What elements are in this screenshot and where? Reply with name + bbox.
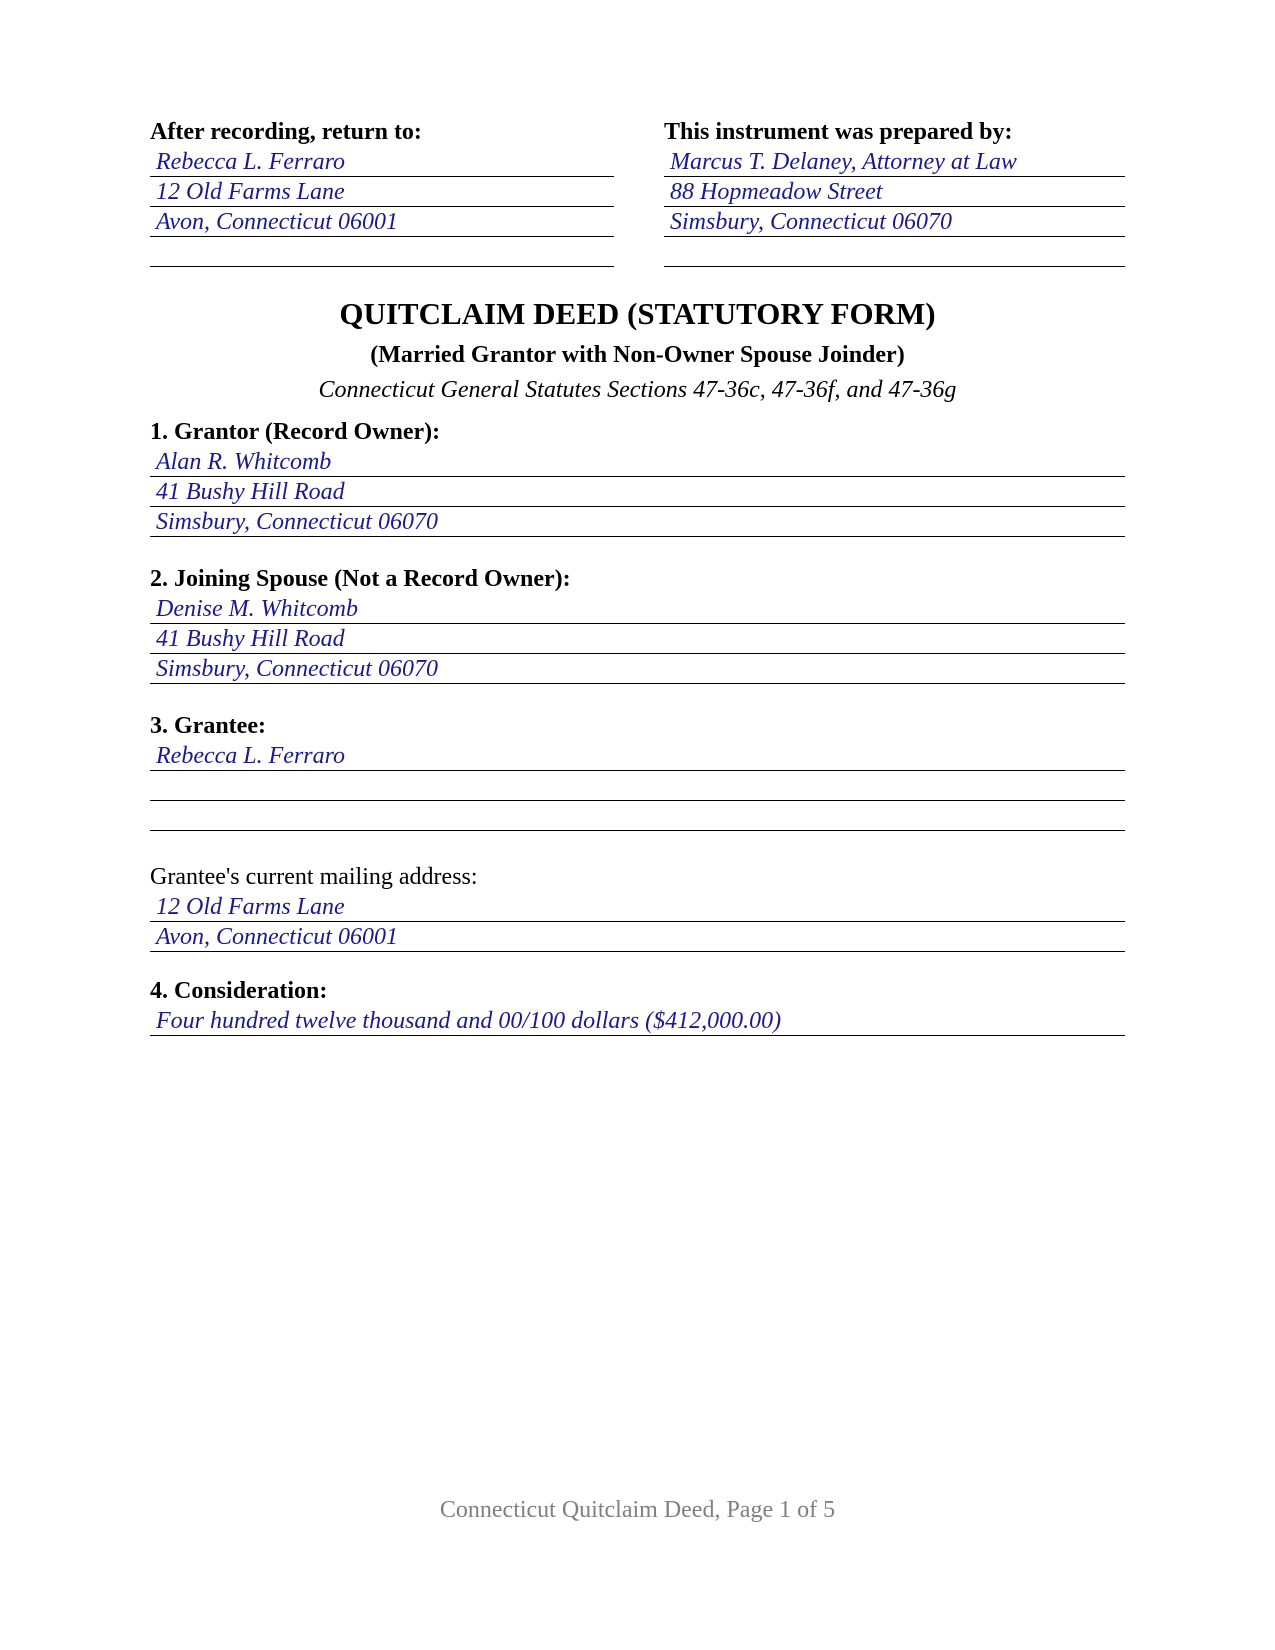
grantee-mailing-section [150,862,1125,952]
spouse-section [150,564,1125,684]
grantee-mailing-line-2[interactable]: Avon, Connecticut 06001 [150,922,1125,952]
prepared-by-line-1[interactable]: Marcus T. Delaney, Attorney at Law [664,147,1125,177]
header-blocks [150,117,1125,287]
grantor-line-1[interactable]: Alan R. Whitcomb [150,447,1125,477]
spouse-line-1[interactable]: Denise M. Whitcomb [150,594,1125,624]
grantee-mailing-label: Grantee's current mailing address: [150,864,478,890]
grantee-line-1[interactable]: Rebecca L. Ferraro [150,741,1125,771]
return-to-label: After recording, return to: [150,119,422,145]
consideration-line[interactable]: Four hundred twelve thousand and 00/100 dollars ($412,000.00) [150,1006,1125,1036]
document-title-block [150,294,1125,406]
document-title: QUITCLAIM DEED (STATUTORY FORM) [339,296,936,331]
return-to-block [150,117,614,267]
consideration-section [150,976,1125,1036]
return-to-line-2[interactable]: 12 Old Farms Lane [150,177,614,207]
deed-page [150,0,1125,1650]
grantee-label: 3. Grantee: [150,713,266,739]
grantor-section [150,417,1125,537]
prepared-by-line-4[interactable] [664,237,1125,267]
grantee-line-2[interactable] [150,771,1125,801]
document-subtitle: (Married Grantor with Non-Owner Spouse Joinder) [370,342,905,368]
grantor-label: 1. Grantor (Record Owner): [150,419,441,445]
prepared-by-line-3[interactable]: Simsbury, Connecticut 06070 [664,207,1125,237]
grantee-section [150,711,1125,831]
prepared-by-block [664,117,1125,267]
grantor-line-2[interactable]: 41 Bushy Hill Road [150,477,1125,507]
statute-citation: Connecticut General Statutes Sections 47-36c, 47-36f, and 47-36g [318,377,957,403]
spouse-line-2[interactable]: 41 Bushy Hill Road [150,624,1125,654]
return-to-line-1[interactable]: Rebecca L. Ferraro [150,147,614,177]
spouse-label: 2. Joining Spouse (Not a Record Owner): [150,566,571,592]
consideration-label: 4. Consideration: [150,978,328,1004]
prepared-by-label: This instrument was prepared by: [664,119,1013,145]
return-to-line-3[interactable]: Avon, Connecticut 06001 [150,207,614,237]
return-to-line-4[interactable] [150,237,614,267]
prepared-by-line-2[interactable]: 88 Hopmeadow Street [664,177,1125,207]
grantee-mailing-line-1[interactable]: 12 Old Farms Lane [150,892,1125,922]
grantor-line-3[interactable]: Simsbury, Connecticut 06070 [150,507,1125,537]
grantee-line-3[interactable] [150,801,1125,831]
page-footer: Connecticut Quitclaim Deed, Page 1 of 5 [439,1497,836,1523]
spouse-line-3[interactable]: Simsbury, Connecticut 06070 [150,654,1125,684]
